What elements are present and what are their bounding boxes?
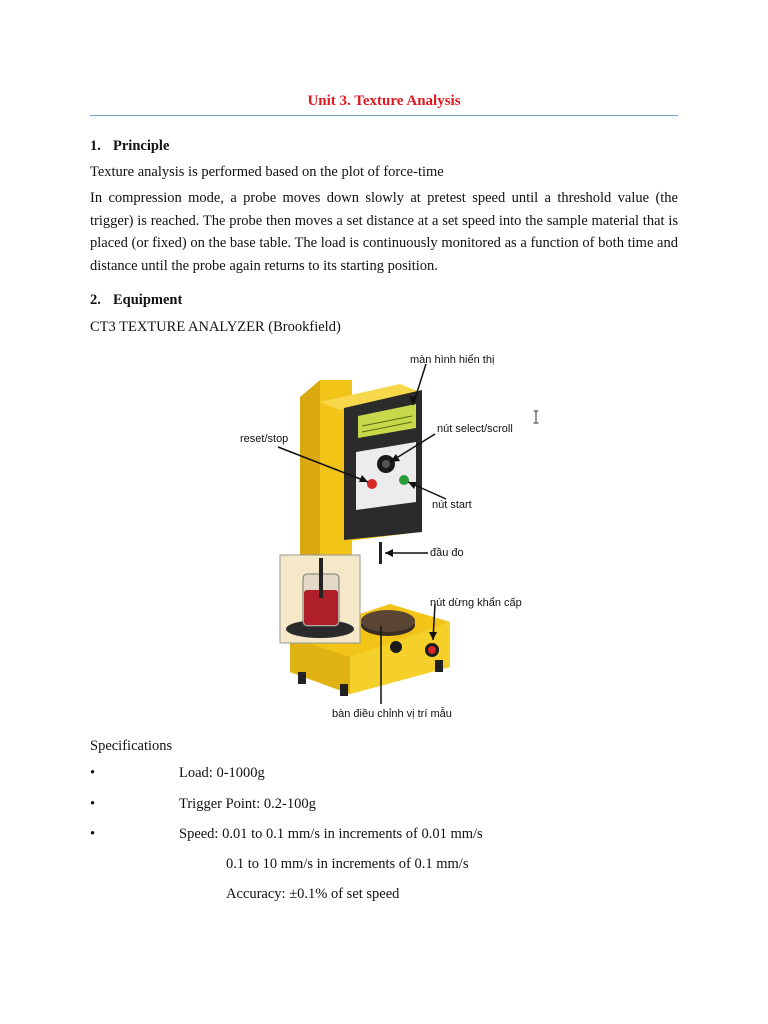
section-number: 2. [90,292,101,308]
section-heading-principle [90,138,169,155]
section-title: Principle [113,138,170,154]
text-cursor-icon [532,410,540,424]
section-number: 1. [90,138,101,154]
label-sample-table: bàn điều chỉnh vị trí mẫu [332,708,452,720]
label-start-button: nút start [432,499,472,511]
spec-text: Load: 0-1000g [179,765,265,781]
bullet-icon: • [90,826,96,842]
spec-continuation-line: Accuracy: ±0.1% of set speed [226,886,400,902]
label-reset-stop: reset/stop [240,433,289,445]
title-underline [90,115,678,116]
spec-continuation-line: 0.1 to 10 mm/s in increments of 0.1 mm/s [226,856,469,872]
section-title: Equipment [113,292,183,308]
spec-text: Speed: 0.01 to 0.1 mm/s in increments of 0.01 mm/s [179,826,483,842]
label-display-screen: màn hình hiển thị [410,354,495,366]
spec-text: Trigger Point: 0.2-100g [179,796,316,812]
principle-intro: Texture analysis is performed based on the plot of force-time [90,164,444,180]
section-heading-equipment [90,292,182,309]
principle-paragraph: In compression mode, a probe moves down slowly at pretest speed until a threshold value (the trigger) is reached. The probe then moves a set distance at a set speed into the sample material that is placed (or fixed) on the base table. The load is continuously monitored as a function of both time and distance until the probe again returns to its starting position. [90,190,678,274]
texture-analyzer-image [220,342,550,727]
page-title: Unit 3. Texture Analysis [307,93,461,109]
label-select-scroll-button: nút select/scroll [437,423,513,435]
specifications-heading: Specifications [90,738,173,754]
equipment-subtitle: CT3 TEXTURE ANALYZER (Brookfield) [90,319,341,335]
bullet-icon: • [90,796,96,812]
label-probe: đầu đo [430,547,464,559]
texture-analyzer-figure [220,342,550,727]
label-emergency-stop: nút dừng khẩn cấp [430,597,522,609]
bullet-icon: • [90,765,96,781]
